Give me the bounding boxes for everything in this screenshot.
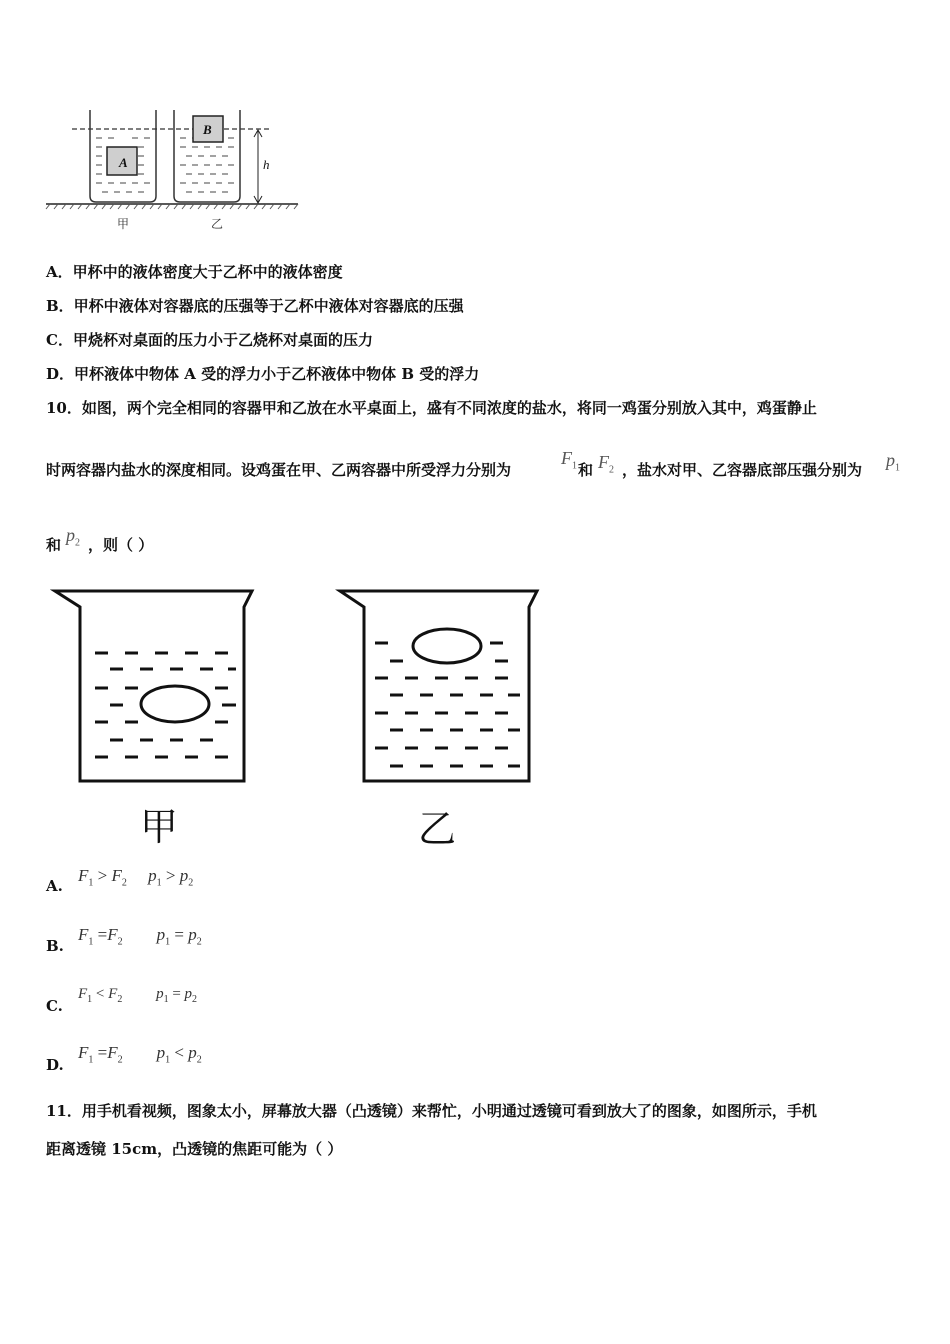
q10-p2-symbol: $p_2$ [66, 525, 80, 549]
egg-jia [141, 686, 209, 722]
block-a-label: A [119, 155, 128, 170]
q11-line-1: 11．用手机看视频，图象太小，屏幕放大器（凸透镜）来帮忙，小明通过透镜可看到放大了的图象，如图所示，手机 [46, 1102, 817, 1120]
figure-egg-containers [50, 585, 550, 845]
q10-option-c-letter: C. [46, 997, 63, 1015]
q10-line-2-part-b: ，盐水对甲、乙容器底部压强分别为 [622, 461, 863, 479]
q9-option-a: A．甲杯中的液体密度大于乙杯中的液体密度 [46, 263, 343, 281]
q10-option-d-letter: D. [46, 1056, 64, 1074]
block-b-label: B [203, 122, 212, 137]
q10-line-2-he: 和 [578, 461, 594, 479]
q10-line-3-rest: ，则（ ） [88, 536, 154, 554]
q9-option-b: B．甲杯中液体对容器底的压强等于乙杯中液体对容器底的压强 [46, 297, 464, 315]
q10-p1-symbol: $p_1$ [886, 450, 900, 474]
q10-option-d-math: $F_1 =F_2$ $p_1 < p_2$ [78, 1043, 202, 1066]
height-label: h [263, 157, 270, 172]
q10-f2-symbol: $F_2$ [598, 452, 614, 476]
cup-label-yi: 乙 [211, 217, 224, 231]
q10-line-2-part-a: 时两容器内盐水的深度相同。设鸡蛋在甲、乙两容器中所受浮力分别为 [46, 461, 512, 479]
figure2-label-yi: 乙 [418, 807, 457, 851]
q9-option-d: D．甲杯液体中物体 A 受的浮力小于乙杯液体中物体 B 受的浮力 [46, 365, 480, 383]
figure2-label-jia: 甲 [140, 805, 179, 849]
q10-line-1: 10．如图，两个完全相同的容器甲和乙放在水平桌面上，盛有不同浓度的盐水，将同一鸡蛋分别放入其中，鸡蛋静止 [46, 399, 817, 417]
q10-option-b-math: $F_1 =F_2$ $p_1 = p_2$ [78, 925, 202, 948]
q10-option-c-math: $F_1 < F_2$ $p_1 = p_2$ [78, 986, 198, 1005]
q11-line-2: 距离透镜 15cm，凸透镜的焦距可能为（ ） [46, 1140, 343, 1158]
q9-option-c: C．甲烧杯对桌面的压力小于乙烧杯对桌面的压力 [46, 331, 373, 349]
cup-label-jia: 甲 [117, 217, 130, 231]
q10-option-a-math: $F_1 > F_2$ $p_1 > p_2$ [78, 866, 194, 889]
q10-line-3-he: 和 [46, 536, 62, 554]
figure-beakers-ab [40, 100, 310, 240]
q10-option-b-letter: B. [46, 937, 64, 955]
egg-yi [413, 629, 481, 663]
q10-f1-symbol: $F_1$ [561, 448, 577, 472]
q10-option-a-letter: A. [46, 877, 63, 895]
